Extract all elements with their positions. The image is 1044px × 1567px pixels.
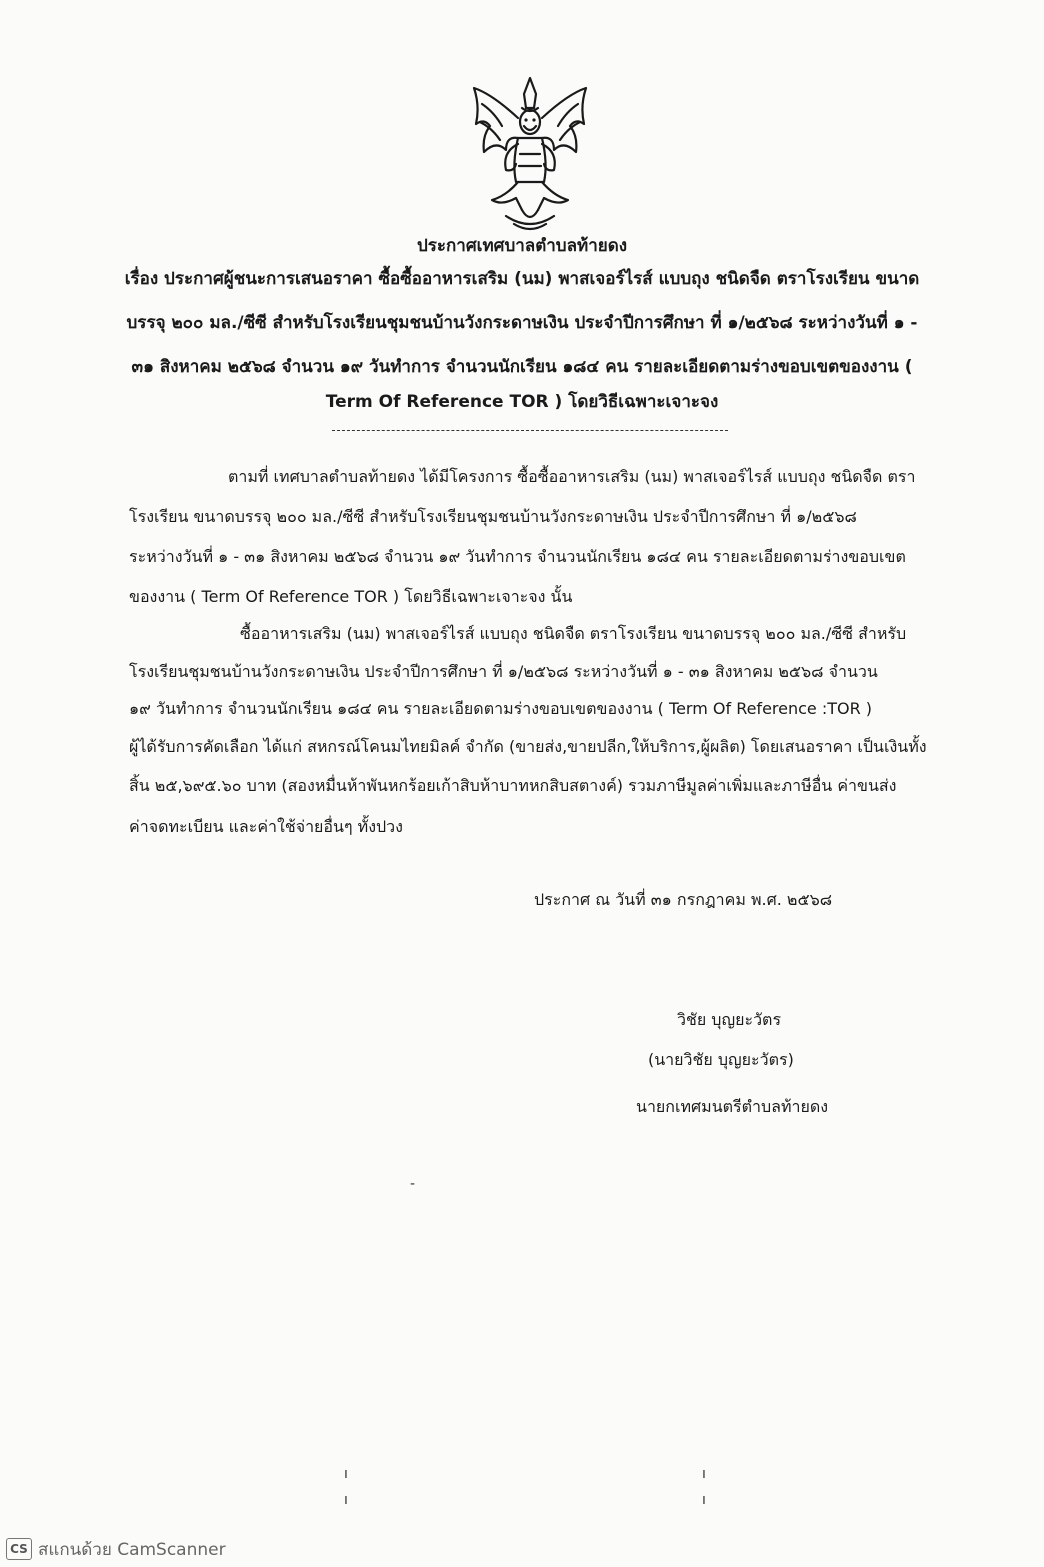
paragraph-line: ระหว่างวันที่ ๑ - ๓๑ สิงหาคม ๒๕๖๘ จำนวน ๑๙ วันทำการ จำนวนนักเรียน ๑๘๔ คน รายละเอียดตามร่างขอบเขต bbox=[129, 547, 906, 566]
scan-mark: ı bbox=[344, 1466, 348, 1482]
paragraph-line: สิ้น ๒๕,๖๙๕.๖๐ บาท (สองหมื่นห้าพันหกร้อยเก้าสิบห้าบาทหกสิบสตางค์) รวมภาษีมูลค่าเพิ่มและภาษีอื่น ค่าขนส่ง bbox=[129, 776, 897, 795]
paragraph-line: โรงเรียน ขนาดบรรจุ ๒๐๐ มล./ซีซี สำหรับโรงเรียนชุมชนบ้านวังกระดาษเงิน ประจำปีการศึกษา ที่ ๑/๒๕๖๘ bbox=[129, 507, 857, 526]
scan-mark: ı bbox=[702, 1492, 706, 1508]
scan-mark: - bbox=[410, 1176, 416, 1192]
subject-line: เรื่อง ประกาศผู้ชนะการเสนอราคา ซื้อซื้ออาหารเสริม (นม) พาสเจอร์ไรส์ แบบถุง ชนิดจืด ตราโรงเรียน ขนาด bbox=[124, 269, 920, 289]
paragraph-line: ซื้ออาหารเสริม (นม) พาสเจอร์ไรส์ แบบถุง ชนิดจืด ตราโรงเรียน ขนาดบรรจุ ๒๐๐ มล./ซีซี สำหรับ bbox=[240, 624, 907, 643]
paragraph-line: ผู้ได้รับการคัดเลือก ได้แก่ สหกรณ์โคนมไทยมิลค์ จำกัด (ขายส่ง,ขายปลีก,ให้บริการ,ผู้ผลิต) โดยเสนอราคา เป็นเงินทั้ง bbox=[129, 737, 927, 756]
paragraph-line: โรงเรียนชุมชนบ้านวังกระดาษเงิน ประจำปีการศึกษา ที่ ๑/๒๕๖๘ ระหว่างวันที่ ๑ - ๓๑ สิงหาคม ๒๕๖๘ จำนวน bbox=[129, 662, 878, 681]
paragraph-line: ของงาน ( Term Of Reference TOR ) โดยวิธีเฉพาะเจาะจง นั้น bbox=[129, 587, 573, 606]
subject-line: ๓๑ สิงหาคม ๒๕๖๘ จำนวน ๑๙ วันทำการ จำนวนนักเรียน ๑๘๔ คน รายละเอียดตามร่างขอบเขตของงาน ( bbox=[131, 357, 913, 377]
subject-line: Term Of Reference TOR ) โดยวิธีเฉพาะเจาะจง bbox=[325, 392, 719, 412]
paragraph-line: ๑๙ วันทำการ จำนวนนักเรียน ๑๘๔ คน รายละเอียดตามร่างขอบเขตของงาน ( Term Of Reference :TOR ) bbox=[129, 699, 873, 718]
camscanner-logo-icon: CS bbox=[6, 1538, 32, 1560]
scan-mark: ı bbox=[702, 1466, 706, 1482]
subject-line: บรรจุ ๒๐๐ มล./ซีซี สำหรับโรงเรียนชุมชนบ้านวังกระดาษเงิน ประจำปีการศึกษา ที่ ๑/๒๕๖๘ ระหว่างวันที่ ๑ - bbox=[126, 313, 918, 333]
garuda-emblem-icon bbox=[462, 74, 598, 234]
signer-title: นายกเทศมนตรีตำบลท้ายดง bbox=[636, 1097, 829, 1116]
announce-date: ประกาศ ณ วันที่ ๓๑ กรกฎาคม พ.ศ. ๒๕๖๘ bbox=[534, 890, 833, 909]
paragraph-line: ตามที่ เทศบาลตำบลท้ายดง ได้มีโครงการ ซื้อซื้ออาหารเสริม (นม) พาสเจอร์ไรส์ แบบถุง ชนิดจืด ตรา bbox=[228, 467, 916, 486]
scan-mark: ı bbox=[344, 1492, 348, 1508]
camscanner-footer bbox=[6, 1538, 226, 1560]
signature-name: วิชัย บุญยะวัตร bbox=[677, 1010, 782, 1029]
divider bbox=[332, 430, 728, 431]
paragraph-line: ค่าจดทะเบียน และค่าใช้จ่ายอื่นๆ ทั้งปวง bbox=[129, 817, 403, 836]
document-heading: ประกาศเทศบาลตำบลท้ายดง bbox=[416, 236, 628, 256]
signer-full-name: (นายวิชัย บุญยะวัตร) bbox=[648, 1050, 794, 1069]
camscanner-text: สแกนด้วย CamScanner bbox=[38, 1539, 226, 1560]
